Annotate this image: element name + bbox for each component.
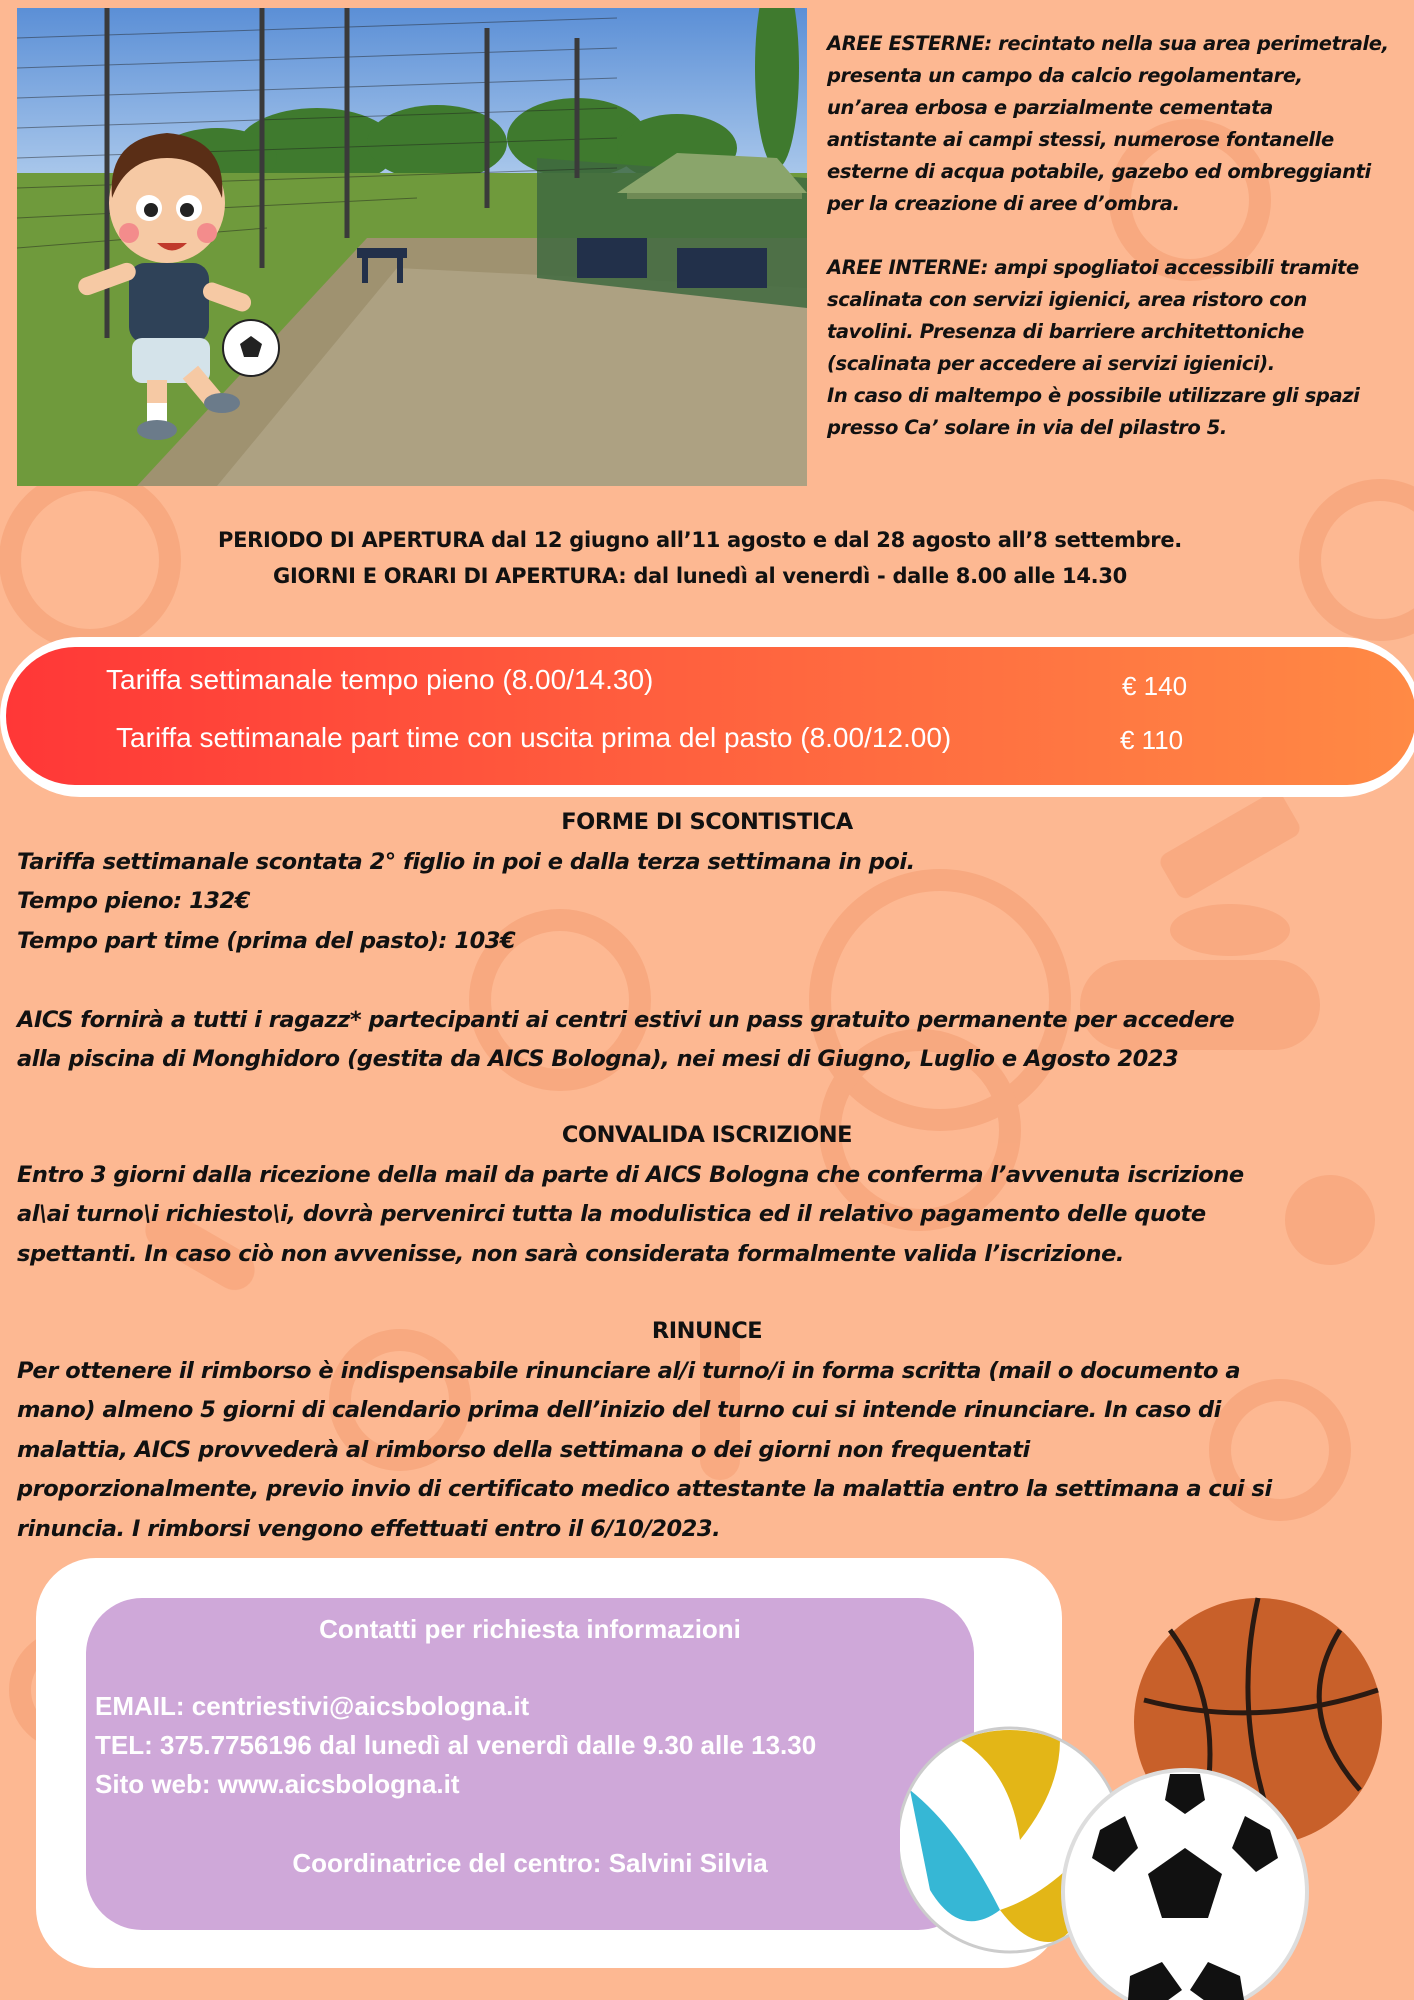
- pool-pass-line-2: alla piscina di Monghidoro (gestita da AICS Bologna), nei mesi di Giugno, Luglio e Agosto 2023: [17, 1046, 1179, 1072]
- internal-areas-label: AREE INTERNE:: [827, 256, 988, 279]
- opening-period: PERIODO DI APERTURA dal 12 giugno all’11 agosto e dal 28 agosto all’8 settembre.: [218, 528, 1182, 552]
- tariff-part-time-label: Tariffa settimanale part time con uscita prima del pasto (8.00/12.00): [116, 722, 952, 753]
- external-areas-line-4: antistante ai campi stessi, numerose fontanelle: [827, 128, 1334, 151]
- cancellations-line-3: malattia, AICS provvederà al rimborso della settimana o dei giorni non frequentati: [17, 1436, 1030, 1463]
- internal-areas-line-4: (scalinata per accedere ai servizi igienici).: [827, 352, 1275, 375]
- discounts-line-2: Tempo pieno: 132€: [17, 888, 250, 914]
- soccer-ball-icon: [1063, 1770, 1307, 2000]
- internal-areas-line-1: AREE INTERNE: ampi spogliatoi accessibili tramite: [827, 256, 1359, 279]
- sport-balls: [900, 1590, 1414, 2000]
- confirmation-line-3: spettanti. In caso ciò non avvenisse, non sarà considerata formalmente valida l’iscrizione.: [17, 1240, 1125, 1267]
- cancellations-line-4: proporzionalmente, previo invio di certificato medico attestante la malattia entro la settimana a cui si: [17, 1476, 1272, 1502]
- areas-description: [827, 28, 1402, 444]
- internal-areas-line-3: tavolini. Presenza di barriere architettoniche: [827, 320, 1304, 343]
- cancellations-line-2: mano) almeno 5 giorni di calendario prima dell’inizio del turno cui si intende rinunciare. In caso di: [17, 1397, 1221, 1423]
- cancellations-section: [17, 1312, 1397, 1549]
- pool-pass-line-1: AICS fornirà a tutti i ragazz* partecipanti ai centri estivi un pass gratuito permanente per accedere: [17, 1006, 1235, 1033]
- external-areas-line-1: AREE ESTERNE: recintato nella sua area perimetrale,: [827, 32, 1389, 55]
- tariff-part-time-price: € 110: [1120, 725, 1184, 755]
- cancellations-line-5: rinuncia. I rimborsi vengono effettuati entro il 6/10/2023.: [17, 1515, 721, 1542]
- internal-areas-line-5: In caso di maltempo è possibile utilizzare gli spazi: [827, 384, 1360, 407]
- opening-hours: GIORNI E ORARI DI APERTURA: dal lunedì al venerdì - dalle 8.00 alle 14.30: [273, 564, 1127, 588]
- internal-areas-line-2: scalinata con servizi igienici, area ristoro con: [827, 288, 1307, 311]
- tariff-band: [6, 647, 1414, 785]
- external-areas-line-5: esterne di acqua potabile, gazebo ed ombreggianti: [827, 160, 1371, 183]
- confirmation-line-1: Entro 3 giorni dalla ricezione della mail da parte di AICS Bologna che conferma l’avvenuta iscrizione: [17, 1161, 1244, 1188]
- external-areas-line-2: presenta un campo da calcio regolamentare,: [827, 64, 1303, 87]
- external-areas-line-6: per la creazione di aree d’ombra.: [827, 192, 1180, 215]
- contact-email[interactable]: EMAIL: centriestivi@aicsbologna.it: [95, 1691, 530, 1721]
- confirmation-line-2: al\ai turno\i richiesto\i, dovrà pervenirci tutta la modulistica ed il relativo pagamento delle quote: [17, 1201, 1206, 1227]
- cancellations-line-1: Per ottenere il rimborso è indispensabile rinunciare al/i turno/i in forma scritta (mail o documento a: [17, 1357, 1241, 1384]
- contact-coordinator: Coordinatrice del centro: Salvini Silvia: [292, 1848, 768, 1878]
- tariff-full-time-label: Tariffa settimanale tempo pieno (8.00/14.30): [106, 664, 654, 695]
- discounts-line-1: Tariffa settimanale scontata 2° figlio in poi e dalla terza settimana in poi.: [17, 848, 915, 875]
- external-areas-line-3: un’area erbosa e parzialmente cementata: [827, 96, 1273, 119]
- contact-box: [86, 1598, 974, 1930]
- internal-areas-line-6: presso Ca’ solare in via del pilastro 5.: [827, 416, 1227, 439]
- contact-title: Contatti per richiesta informazioni: [319, 1614, 741, 1644]
- tariff-full-time-price: € 140: [1122, 671, 1188, 701]
- discounts-section: [17, 803, 1397, 1080]
- discounts-title: FORME DI SCONTISTICA: [561, 809, 853, 835]
- confirmation-section: [17, 1116, 1397, 1274]
- contact-website[interactable]: Sito web: www.aicsbologna.it: [95, 1769, 460, 1799]
- football-field-photo: [17, 8, 807, 486]
- external-areas-label: AREE ESTERNE:: [827, 32, 992, 55]
- opening-info: [0, 522, 1400, 594]
- cancellations-title: RINUNCE: [651, 1318, 763, 1344]
- contact-phone[interactable]: TEL: 375.7756196 dal lunedì al venerdì dalle 9.30 alle 13.30: [95, 1730, 817, 1760]
- discounts-line-3: Tempo part time (prima del pasto): 103€: [17, 927, 516, 954]
- confirmation-title: CONVALIDA ISCRIZIONE: [561, 1122, 853, 1148]
